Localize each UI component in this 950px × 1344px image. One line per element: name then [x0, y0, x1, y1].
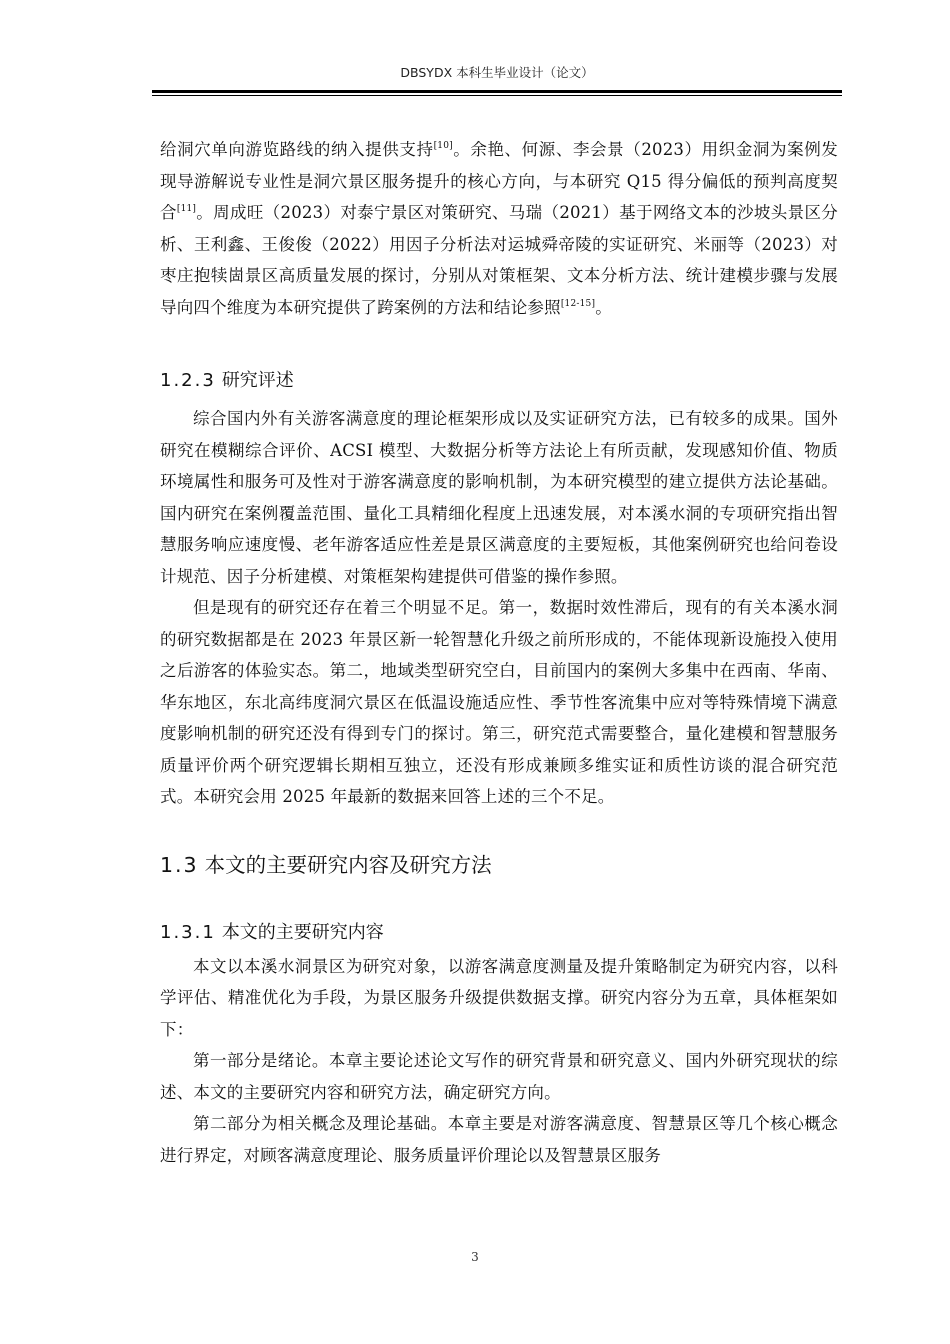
paragraph-review-1: 综合国内外有关游客满意度的理论框架形成以及实证研究方法，已有较多的成果。国外研究在模糊综合评价、ACSI 模型、大数据分析等方法论上有所贡献，发现感知价值、物质环境属性和服务可及性对于游客满意度的影响机制，为本研究模型的建立提供方法论基础。国内研究在案例覆盖范围、量化工具精细化程度上迅速发展，对本溪水洞的专项研究指出智慧服务响应速度慢、老年游客适应性差是景区满意度的主要短板，其他案例研究也给问卷设计规范、因子分析建模、对策框架构建提供可借鉴的操作参照。 — [160, 409, 838, 586]
heading-1-3 — [160, 851, 838, 879]
heading-title: 本文的主要研究内容 — [221, 921, 384, 943]
paragraph-continued — [160, 134, 838, 323]
para1-text-b: 。余艳、何源、李会景（2023）用织金洞为案例发现导游解说专业性是洞穴景区服务提升的核心方向，与本研究 Q15 得分偏低的预判高度契合 — [160, 140, 839, 222]
page-header: DBSYDX 本科生毕业设计（论文） — [400, 65, 594, 80]
citation-ref: [11] — [176, 204, 197, 214]
paragraph-content-intro: 本文以本溪水洞景区为研究对象，以游客满意度测量及提升策略制定为研究内容，以科学评估、精准优化为手段，为景区服务升级提供数据支撑。研究内容分为五章，具体框架如下： — [160, 956, 838, 1039]
para1-text-c: 。周成旺（2023）对泰宁景区对策研究、马瑞（2021）基于网络文本的沙坡头景区分析、王利鑫、王俊俊（2022）用因子分析法对运城舜帝陵的实证研究、米丽等（2023）对枣庄抱犊崮景区高质量发展的探讨，分别从对策框架、文本分析方法、统计建模步骤与发展导向四个维度为本研究提供了跨案例的方法和结论参照 — [160, 203, 839, 317]
header-rule-thin — [152, 95, 842, 96]
paragraph-part-two: 第二部分为相关概念及理论基础。本章主要是对游客满意度、智慧景区等几个核心概念进行界定，对顾客满意度理论、服务质量评价理论以及智慧景区服务 — [160, 1114, 838, 1165]
para1-text-a: 给洞穴单向游览路线的纳入提供支持 — [160, 140, 434, 159]
page-number: 3 — [471, 1250, 479, 1264]
citation-ref: [10] — [433, 141, 453, 151]
page-body — [160, 134, 838, 1171]
heading-title: 本文的主要研究内容及研究方法 — [204, 852, 492, 877]
heading-title: 研究评述 — [221, 370, 294, 391]
paragraph-part-one: 第一部分是绪论。本章主要论述论文写作的研究背景和研究意义、国内外研究现状的综述、本文的主要研究内容和研究方法，确定研究方向。 — [160, 1051, 838, 1102]
para1-text-d: 。 — [595, 297, 612, 317]
heading-1-2-3 — [160, 368, 838, 394]
heading-number: 1.3.1 — [160, 921, 216, 943]
paragraph-review-2: 但是现有的研究还存在着三个明显不足。第一，数据时效性滞后，现有的有关本溪水洞的研究数据都是在 2023 年景区新一轮智慧化升级之前所形成的，不能体现新设施投入使用之后游客的体验实态。第二，地域类型研究空白，目前国内的案例大多集中在西南、华南、华东地区，东北高纬度洞穴景区在低温设施适应性、季节性客流集中应对等特殊情境下满意度影响机制的研究还没有得到专门的探讨。第三，研究范式需要整合，量化建模和智慧服务质量评价两个研究逻辑长期相互独立，还没有形成兼顾多维实证和质性访谈的混合研究范式。本研究会用 2025 年最新的数据来回答上述的三个不足。 — [160, 598, 838, 806]
header-rule-thick — [152, 90, 842, 93]
heading-number: 1.2.3 — [160, 370, 216, 391]
heading-1-3-1 — [160, 920, 838, 946]
heading-number: 1.3 — [160, 852, 199, 877]
citation-ref: [12-15] — [560, 298, 596, 309]
